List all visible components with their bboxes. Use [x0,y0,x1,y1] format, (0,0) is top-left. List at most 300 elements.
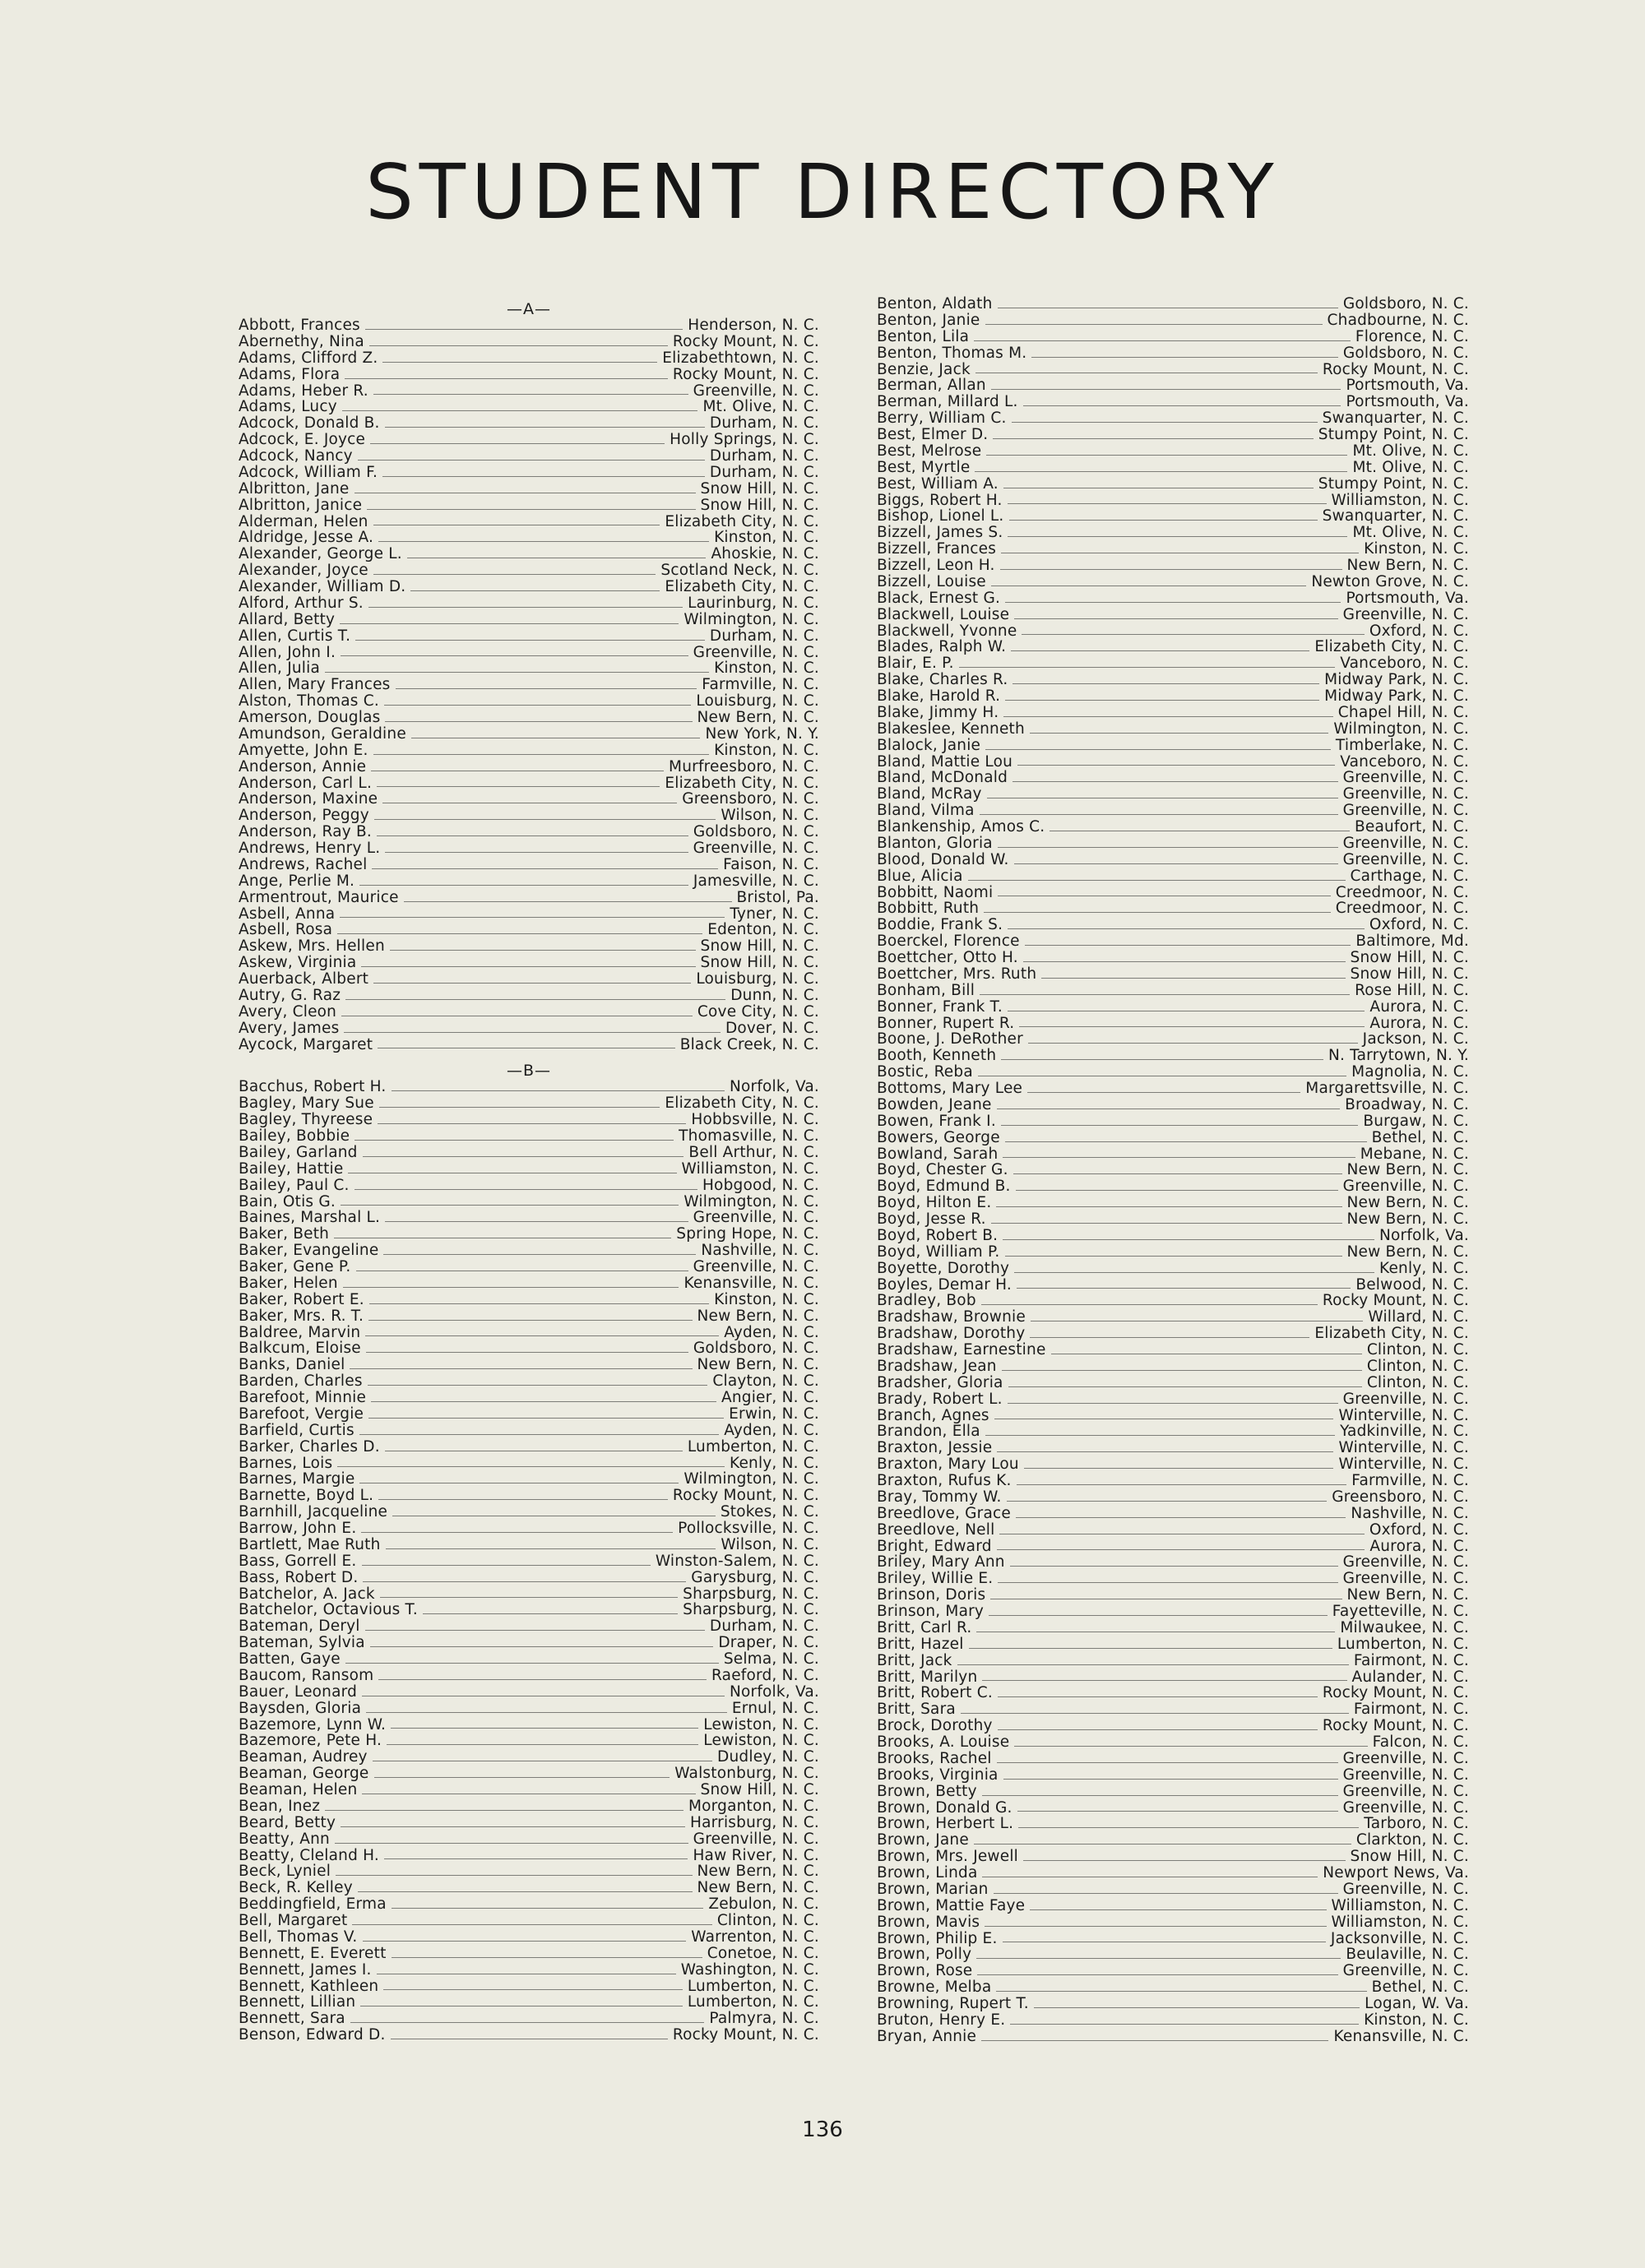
hometown: Kinston, N. C. [1364,2011,1469,2029]
hometown: Thomasville, N. C. [679,1127,819,1145]
hometown: Rocky Mount, N. C. [672,332,819,350]
hometown: Haw River, N. C. [693,1846,819,1864]
directory-entry [239,988,819,1004]
leader-dots [368,1417,724,1419]
leader-dots [1034,2006,1360,2008]
directory-entry [239,759,819,775]
leader-dots [342,410,698,411]
leader-dots [370,1645,714,1647]
student-name: Best, Elmer D. [877,426,989,443]
leader-dots [1008,1402,1338,1404]
student-name: Adcock, William F. [239,463,378,481]
student-name: Blalock, Janie [877,736,981,754]
directory-entry [239,1635,819,1651]
directory-entry [239,2027,819,2044]
leader-dots [325,1809,683,1811]
directory-entry [239,415,819,432]
leader-dots [378,1122,686,1124]
directory-entry [239,1128,819,1145]
student-name: Bagley, Thyreese [239,1111,373,1129]
student-name: Adams, Lucy [239,398,337,416]
student-name: Albritton, Jane [239,479,350,498]
hometown: Norfolk, Va. [729,1078,819,1096]
hometown: Greenville, N. C. [1342,1962,1469,1980]
hometown: Creedmoor, N. C. [1335,900,1469,918]
leader-dots [1023,405,1341,406]
directory-entry [877,1277,1469,1294]
hometown: Louisburg, N. C. [696,692,819,710]
directory-entry [877,1816,1469,1832]
hometown: Jackson, N. C. [1362,1030,1469,1048]
directory-entry [877,541,1469,558]
student-name: Bonham, Bill [877,981,975,999]
hometown: Morganton, N. C. [688,1797,819,1815]
student-name: Alexander, Joyce [239,562,368,580]
hometown: Rocky Mount, N. C. [1322,1292,1469,1310]
leader-dots [391,1727,698,1729]
leader-dots [336,1874,692,1876]
leader-dots [363,1581,686,1582]
hometown: Raeford, N. C. [711,1666,819,1684]
directory-entry [239,546,819,562]
student-name: Benton, Lila [877,327,970,345]
student-name: Beaman, Helen [239,1781,358,1798]
directory-entry [239,1275,819,1292]
leader-dots [391,2038,668,2039]
hometown: Kenansville, N. C. [1333,2027,1469,2045]
hometown: Snow Hill, N. C. [700,479,819,498]
directory-entry [877,2029,1469,2045]
hometown: Florence, N. C. [1355,327,1469,345]
hometown: Winterville, N. C. [1338,1456,1469,1474]
student-name: Beatty, Cleland H. [239,1846,379,1864]
student-name: Baker, Helen [239,1274,338,1292]
directory-entry [239,1586,819,1603]
student-name: Anderson, Maxine [239,790,378,808]
leader-dots [1016,1516,1346,1518]
directory-entry [877,819,1469,835]
leader-dots [362,1695,725,1696]
hometown: Greenville, N. C. [1342,1880,1469,1898]
directory-entry [239,1668,819,1684]
directory-entry [877,655,1469,672]
leader-dots [371,770,664,771]
hometown: Carthage, N. C. [1350,867,1469,885]
leader-dots [957,1664,1349,1665]
directory-entry [239,1423,819,1439]
leader-dots [1002,1369,1362,1371]
directory-entry [239,1439,819,1456]
student-name: Britt, Carl R. [877,1618,972,1636]
leader-dots [991,1222,1342,1224]
leader-dots [366,1351,688,1353]
directory-entry [877,1718,1469,1734]
hometown: Farmville, N. C. [702,676,819,694]
student-name: Allen, Curtis T. [239,627,351,645]
hometown: Lumberton, N. C. [1337,1635,1469,1653]
hometown: Aulander, N. C. [1351,1668,1469,1686]
leader-dots [1012,683,1319,684]
student-name: Banks, Daniel [239,1356,345,1374]
directory-entry [877,1309,1469,1326]
leader-dots [982,1876,1318,1877]
directory-entry [877,1473,1469,1489]
leader-dots [363,1155,684,1157]
leader-dots [981,1303,1318,1305]
hometown: Henderson, N. C. [688,317,819,334]
directory-entry [239,1602,819,1618]
student-name: Blankenship, Amos C. [877,818,1045,835]
directory-entry [239,1717,819,1733]
student-name: Bass, Gorrell E. [239,1552,357,1570]
hometown: Greensboro, N. C. [1332,1488,1469,1506]
student-name: Brown, Rose [877,1962,973,1980]
hometown: Elizabethtown, N. C. [662,349,819,367]
directory-entry [877,1849,1469,1865]
directory-entry [239,660,819,677]
directory-entry [877,1620,1469,1636]
directory-entry [239,1913,819,1929]
student-name: Amundson, Geraldine [239,724,406,743]
directory-entry [877,1653,1469,1669]
leader-dots [1027,1091,1300,1093]
hometown: Ahoskie, N. C. [711,545,819,563]
leader-dots [358,459,705,461]
student-name: Bagley, Mary Sue [239,1095,374,1113]
leader-dots [994,1892,1338,1894]
student-name: Brooks, Rachel [877,1749,992,1767]
student-name: Bowland, Sarah [877,1145,999,1163]
student-name: Berman, Millard L. [877,393,1018,411]
student-name: Albritton, Janice [239,496,363,514]
leader-dots [1001,1058,1323,1060]
directory-entry [239,1733,819,1749]
directory-entry [877,738,1469,754]
hometown: Black Creek, N. C. [679,1035,819,1053]
student-name: Barnes, Lois [239,1454,333,1472]
leader-dots [340,623,679,624]
leader-dots [984,911,1331,913]
directory-entry [239,1145,819,1161]
student-name: Blake, Charles R. [877,671,1008,689]
leader-dots [341,1015,693,1016]
directory-entry [877,754,1469,771]
student-name: Askew, Virginia [239,954,357,972]
hometown: Dudley, N. C. [717,1748,819,1766]
directory-entry [877,639,1469,655]
hometown: Sharpsburg, N. C. [683,1585,819,1603]
directory-entry [239,1815,819,1831]
student-name: Abernethy, Nina [239,332,364,350]
directory-entry [877,1996,1469,2012]
directory-entry [239,1373,819,1390]
hometown: Williamston, N. C. [681,1159,819,1178]
hometown: Bethel, N. C. [1371,1128,1469,1146]
directory-entry [239,481,819,498]
hometown: Elizabeth City, N. C. [665,578,819,595]
leader-dots [367,508,695,510]
student-name: Alexander, William D. [239,578,406,595]
leader-dots [378,1498,668,1500]
student-name: Bland, McDonald [877,769,1008,787]
leader-dots [1024,1467,1334,1469]
hometown: Greenville, N. C. [1342,850,1469,868]
directory-entry [239,1618,819,1635]
directory-entry [877,1554,1469,1571]
hometown: Mt. Olive, N. C. [1352,458,1469,476]
directory-entry [877,1211,1469,1228]
leader-dots [411,737,701,738]
hometown: Midway Park, N. C. [1324,671,1469,689]
leader-dots [343,1286,679,1288]
student-name: Barden, Charles [239,1372,363,1391]
directory-column-left [239,296,819,2044]
hometown: Laurinburg, N. C. [688,594,819,612]
hometown: Clinton, N. C. [1366,1357,1469,1375]
leader-dots [997,1548,1365,1550]
hometown: Durham, N. C. [709,463,819,481]
hometown: Holly Springs, N. C. [670,431,819,449]
leader-dots [1008,502,1327,504]
leader-dots [1008,1386,1362,1387]
leader-dots [1023,960,1346,962]
directory-entry [877,1946,1469,1963]
student-name: Bonner, Frank T. [877,997,1003,1016]
student-name: Brown, Philip E. [877,1929,998,1947]
leader-dots [974,1843,1351,1844]
leader-dots [1005,601,1341,603]
directory-entry [239,1831,819,1848]
student-name: Boettcher, Mrs. Ruth [877,965,1037,983]
student-name: Best, Myrtle [877,458,971,476]
hometown: Belwood, N. C. [1355,1275,1469,1294]
student-name: Boettcher, Otto H. [877,949,1018,966]
student-name: Bizzell, Frances [877,540,997,558]
student-name: Ange, Perlie M. [239,872,355,890]
leader-dots [1028,1042,1358,1044]
leader-dots [423,1613,678,1614]
hometown: Greenville, N. C. [1342,1178,1469,1196]
hometown: Snow Hill, N. C. [700,496,819,514]
student-name: Bailey, Bobbie [239,1127,350,1145]
directory-entry [877,1701,1469,1718]
directory-entry [239,1079,819,1095]
directory-entry [239,938,819,955]
leader-dots [385,1450,683,1451]
student-name: Blakeslee, Kenneth [877,720,1025,738]
hometown: New York, N. Y. [705,724,819,743]
student-name: Bowen, Frank I. [877,1112,996,1130]
directory-entry [877,1195,1469,1211]
leader-dots [985,1925,1326,1927]
directory-entry [877,999,1469,1016]
hometown: Vanceboro, N. C. [1340,655,1469,673]
directory-entry [877,1882,1469,1898]
hometown: Selma, N. C. [723,1650,819,1668]
leader-dots [1023,1859,1345,1861]
student-name: Alderman, Helen [239,512,368,530]
student-name: Bacchus, Robert H. [239,1078,387,1096]
student-name: Avery, Cleon [239,1002,337,1021]
directory-entry [239,693,819,710]
hometown: Elizabeth City, N. C. [1314,638,1469,656]
leader-dots [382,475,705,477]
directory-entry [239,890,819,906]
leader-dots [975,372,1318,373]
student-name: Brown, Jane [877,1831,969,1849]
hometown: Portsmouth, Va. [1346,393,1469,411]
student-name: Auerback, Albert [239,970,369,988]
leader-dots [383,1253,696,1255]
directory-entry [239,824,819,840]
student-name: Berry, William C. [877,410,1007,428]
student-name: Allen, Julia [239,660,321,678]
student-name: Benton, Aldath [877,295,993,312]
student-name: Brown, Mattie Faye [877,1896,1026,1914]
directory-entry [877,1375,1469,1391]
directory-entry [239,1259,819,1275]
leader-dots [354,492,696,493]
hometown: Portsmouth, Va. [1346,377,1469,395]
hometown: Stumpy Point, N. C. [1318,426,1469,443]
directory-entry [877,1162,1469,1178]
directory-entry [877,394,1469,410]
student-name: Bennett, James I. [239,1960,372,1979]
section-b-continued-list [877,296,1469,2045]
hometown: Louisburg, N. C. [696,970,819,988]
student-name: Beaman, George [239,1765,369,1783]
leader-dots [990,1598,1341,1599]
student-name: Bland, Vilma [877,802,975,820]
leader-dots [383,1988,683,1990]
student-name: Benson, Edward D. [239,2026,386,2044]
leader-dots [373,982,691,984]
hometown: Faison, N. C. [723,855,819,873]
leader-dots [404,900,732,902]
student-name: Booth, Kenneth [877,1047,997,1065]
leader-dots [379,1106,660,1108]
directory-entry [877,950,1469,966]
directory-entry [877,688,1469,705]
directory-entry [239,922,819,938]
leader-dots [410,590,660,591]
student-name: Brock, Dorothy [877,1717,993,1735]
hometown: Hobbsville, N. C. [691,1111,819,1129]
student-name: Brown, Polly [877,1946,972,1964]
hometown: Dover, N. C. [725,1019,819,1037]
leader-dots [1017,1287,1351,1289]
hometown: Burgaw, N. C. [1363,1112,1469,1130]
hometown: Wilmington, N. C. [683,1192,819,1210]
hometown: Murfreesboro, N. C. [669,757,819,775]
hometown: Greenville, N. C. [693,1209,819,1227]
directory-entry [877,1293,1469,1309]
directory-entry [877,1408,1469,1424]
student-name: Blake, Harold R. [877,687,1001,705]
student-name: Bennett, Kathleen [239,1977,379,1995]
student-name: Britt, Marilyn [877,1668,978,1686]
directory-entry [239,1848,819,1864]
hometown: Logan, W. Va. [1365,1995,1469,2012]
directory-entry [877,1685,1469,1701]
directory-entry [877,1734,1469,1751]
hometown: New Bern, N. C. [1346,1161,1469,1179]
student-name: Bailey, Garland [239,1143,358,1161]
hometown: Lumberton, N. C. [687,1437,819,1456]
hometown: Greenville, N. C. [1342,1553,1469,1571]
leader-dots [334,1237,671,1238]
directory-column-right [877,296,1469,2045]
student-name: Baucom, Ransom [239,1666,374,1684]
hometown: Ayden, N. C. [724,1421,819,1439]
hometown: Williamston, N. C. [1331,491,1469,509]
leader-dots [997,1451,1333,1452]
student-name: Beddingfield, Erma [239,1895,387,1914]
hometown: Greenville, N. C. [1342,1570,1469,1588]
leader-dots [1001,552,1359,553]
leader-dots [385,851,688,853]
leader-dots [1000,568,1342,570]
leader-dots [385,426,705,428]
hometown: New Bern, N. C. [1346,1243,1469,1261]
hometown: Rose Hill, N. C. [1355,981,1469,999]
leader-dots [378,1047,675,1048]
student-name: Bobbitt, Ruth [877,900,980,918]
leader-dots [373,1760,712,1761]
hometown: Creedmoor, N. C. [1335,883,1469,901]
leader-dots [998,1581,1337,1583]
directory-entry [877,1391,1469,1408]
leader-dots [1001,1124,1358,1126]
hometown: Snow Hill, N. C. [1350,949,1469,966]
hometown: Stokes, N. C. [720,1503,819,1521]
directory-entry [239,1226,819,1243]
leader-dots [352,1923,711,1925]
leader-dots [1031,356,1338,358]
directory-entry [877,1342,1469,1358]
student-name: Blue, Alicia [877,867,963,885]
student-name: Blair, E. P. [877,655,954,673]
leader-dots [1014,1271,1374,1273]
student-name: Brady, Robert L. [877,1390,1003,1408]
directory-entry [239,595,819,612]
hometown: Cove City, N. C. [697,1002,819,1021]
leader-dots [365,1629,705,1631]
hometown: Snow Hill, N. C. [700,937,819,956]
student-name: Barnes, Margie [239,1470,355,1488]
hometown: Oxford, N. C. [1369,1520,1469,1539]
directory-entry [239,1537,819,1553]
directory-entry [239,906,819,923]
directory-entry [239,1178,819,1194]
student-name: Bateman, Deryl [239,1618,360,1636]
directory-entry [877,1979,1469,1996]
directory-entry [239,645,819,661]
hometown: Edenton, N. C. [707,921,819,939]
student-name: Bailey, Paul C. [239,1176,350,1194]
leader-dots [377,835,688,836]
hometown: Conetoe, N. C. [707,1944,819,1962]
directory-entry [239,628,819,645]
hometown: Elizabeth City, N. C. [665,512,819,530]
leader-dots [384,1858,688,1859]
directory-entry [877,1604,1469,1620]
student-name: Bradshaw, Earnestine [877,1341,1046,1358]
directory-entry [877,1489,1469,1506]
hometown: Jamesville, N. C. [693,872,819,890]
directory-entry [877,705,1469,721]
student-name: Bray, Tommy W. [877,1488,1002,1506]
